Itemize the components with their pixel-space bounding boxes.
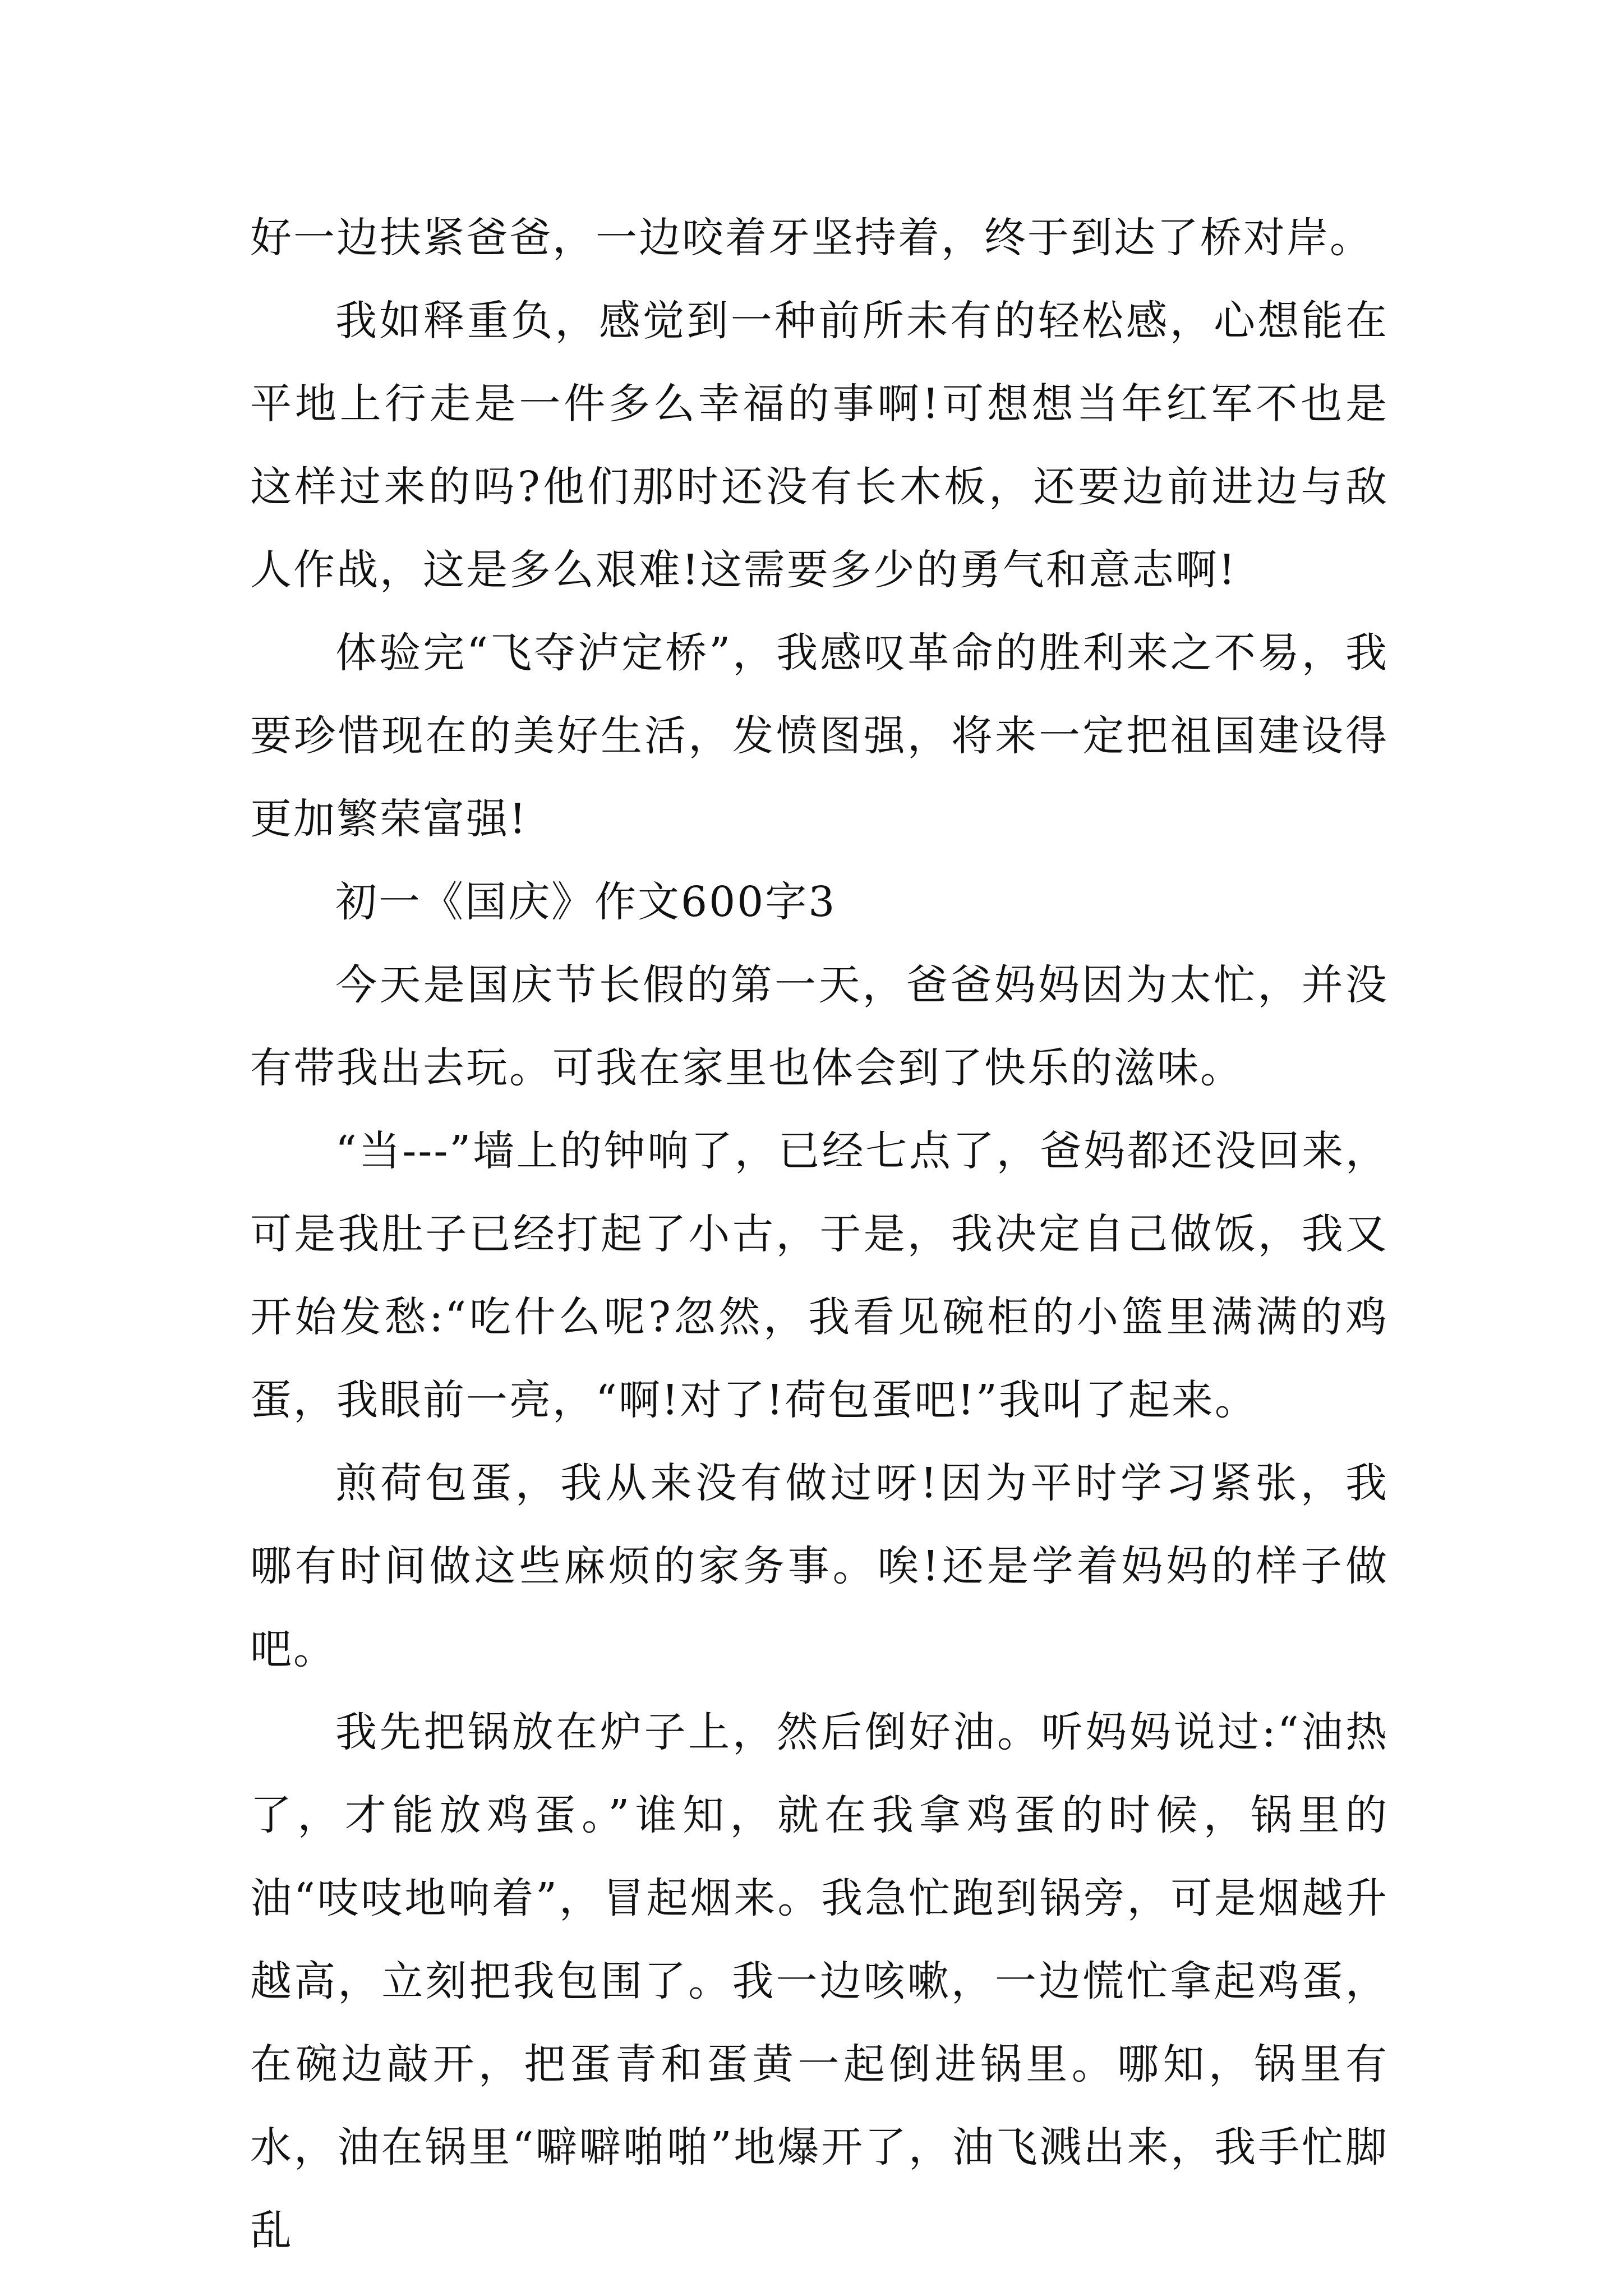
- paragraph: 我先把锅放在炉子上，然后倒好油。听妈妈说过:“油热了，才能放鸡蛋。”谁知，就在我拿鸡蛋的时候，锅里的油“吱吱地响着”，冒起烟来。我急忙跑到锅旁，可是烟越升越高，立刻把我包围了。我一边咳嗽，一边慌忙拿起鸡蛋，在碗边敲开，把蛋青和蛋黄一起倒进锅里。哪知，锅里有水，油在锅里“噼噼啪啪”地爆开了，油飞溅出来，我手忙脚乱: [250, 1708, 1389, 2254]
- paragraph: 我如释重负，感觉到一种前所未有的轻松感，心想能在平地上行走是一件多么幸福的事啊!可想想当年红军不也是这样过来的吗?他们那时还没有长木板，还要边前进边与敌人作战，这是多么艰难!这需要多少的勇气和意志啊!: [250, 297, 1389, 594]
- document-body: [250, 196, 1389, 2272]
- paragraph: 今天是国庆节长假的第一天，爸爸妈妈因为太忙，并没有带我出去玩。可我在家里也体会到了快乐的滋味。: [250, 961, 1389, 1092]
- paragraph: “当---”墙上的钟响了，已经七点了，爸妈都还没回来，可是我肚子已经打起了小古，于是，我决定自己做饭，我又开始发愁:“吃什么呢?忽然，我看见碗柜的小篮里满满的鸡蛋，我眼前一亮，“啊!对了!荷包蛋吧!”我叫了起来。: [250, 1127, 1389, 1424]
- paragraph: 煎荷包蛋，我从来没有做过呀!因为平时学习紧张，我哪有时间做这些麻烦的家务事。唉!还是学着妈妈的样子做吧。: [250, 1459, 1389, 1673]
- paragraph-continuation: 好一边扶紧爸爸，一边咬着牙坚持着，终于到达了桥对岸。: [250, 214, 1373, 262]
- section-heading: 初一《国庆》作文600字3: [335, 878, 837, 926]
- paragraph: 体验完“飞夺泸定桥”，我感叹革命的胜利来之不易，我要珍惜现在的美好生活，发愤图强，将来一定把祖国建设得更加繁荣富强!: [250, 629, 1389, 843]
